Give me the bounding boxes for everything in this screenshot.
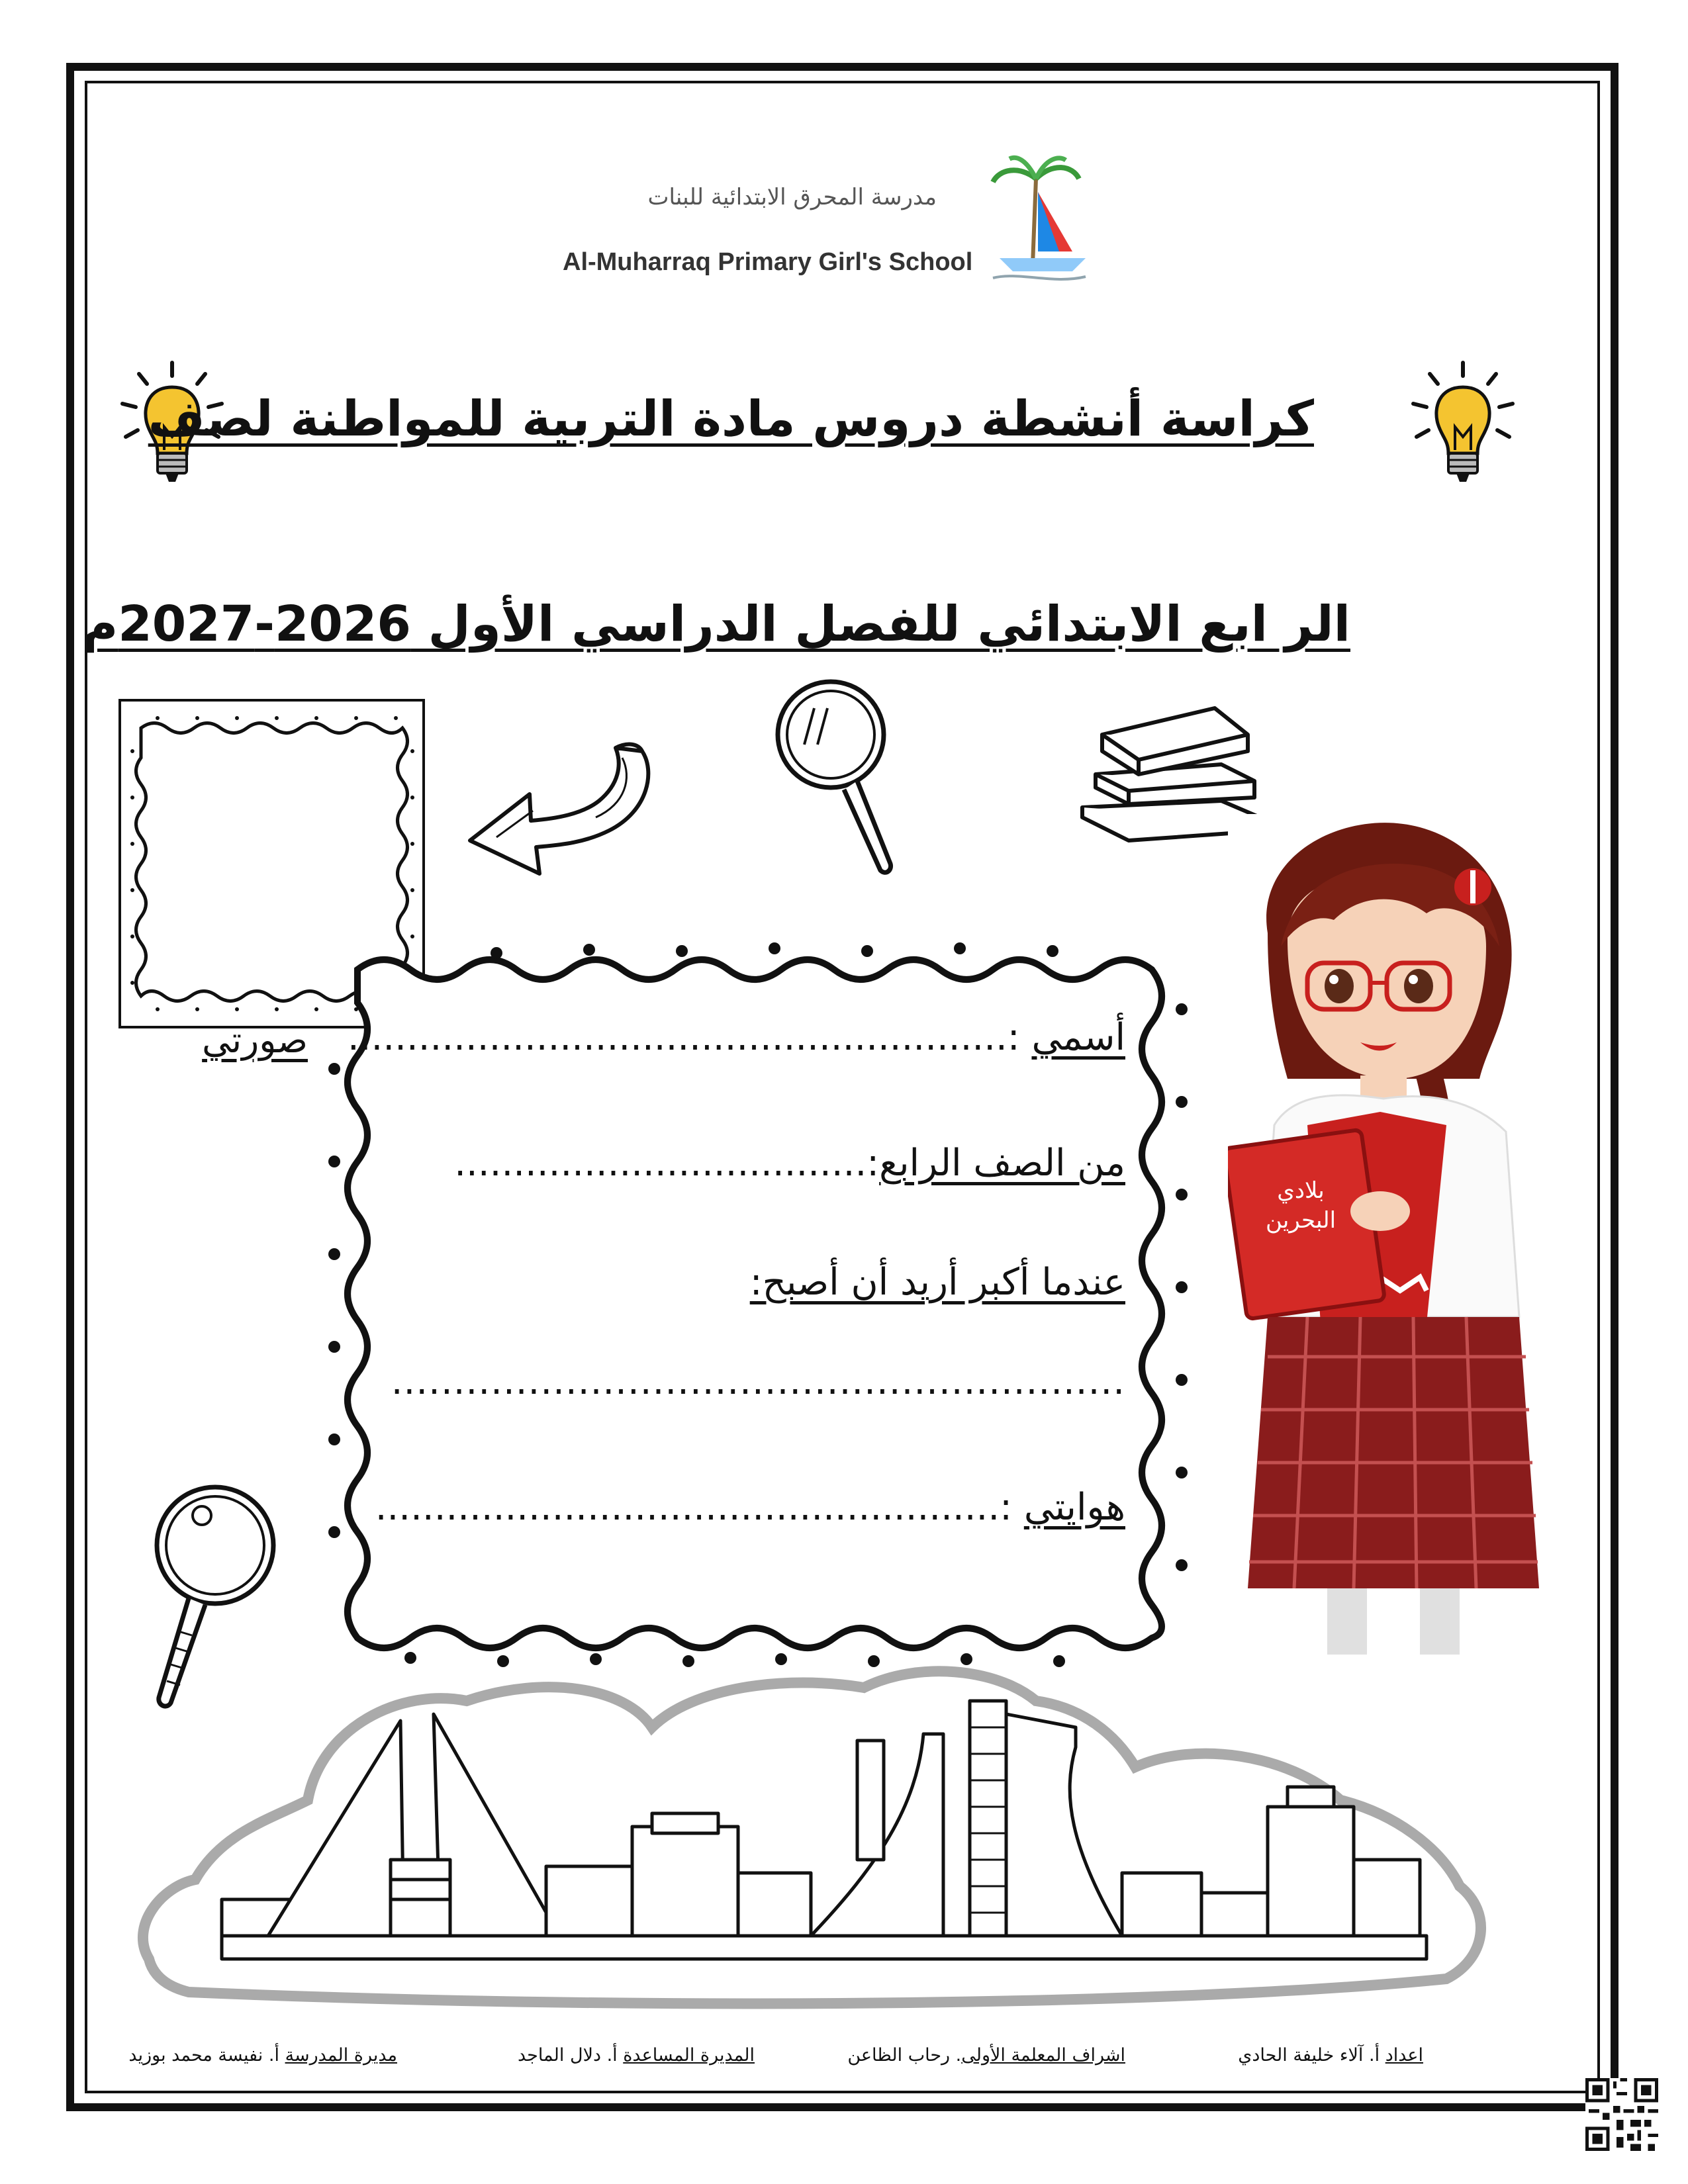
school-name-english: Al-Muharraq Primary Girl's School xyxy=(563,248,973,276)
footer-principal xyxy=(113,2045,397,2066)
photo-label: صورتي xyxy=(202,1019,308,1061)
grade-label: من الصف الرابع xyxy=(879,1142,1125,1185)
future-label: عندما أكبر أريد أن أصبح: xyxy=(749,1261,1125,1304)
footer-prepared-value: أ. آلاء خليفة الحادي xyxy=(1238,2045,1385,2066)
name-dots: ........................................................ xyxy=(347,1016,1008,1059)
hobbies-label: هوايتي xyxy=(1023,1486,1125,1529)
footer-assistant-label: المديرة المساعدة xyxy=(623,2045,755,2066)
city-skyline-illustration xyxy=(122,1648,1499,2019)
footer-principal-value: أ. نفيسة محمد بوزيد xyxy=(128,2045,285,2066)
footer-assistant-value: أ. دلال الماجد xyxy=(517,2045,624,2066)
name-label: أسمي xyxy=(1031,1016,1125,1059)
page-title: كراسة أنشطة دروس مادة التربية للمواطنة لصف xyxy=(148,390,1314,447)
footer-prepared xyxy=(1178,2045,1423,2066)
name-field[interactable] xyxy=(347,1016,1125,1059)
lightbulb-icon xyxy=(1403,357,1523,490)
hobbies-field[interactable] xyxy=(375,1486,1125,1529)
future-field[interactable] xyxy=(391,1360,1125,1403)
future-dots: ........................................................... xyxy=(391,1360,1125,1403)
girl-illustration xyxy=(1228,814,1585,1668)
book-title-line1: بلادي xyxy=(1277,1177,1325,1204)
hobbies-dots: ..................................................... xyxy=(375,1486,1000,1529)
footer-assistant xyxy=(503,2045,755,2066)
footer-supervisor-label: اشراف المعلمة الأولى xyxy=(961,2045,1125,2066)
palm-sail-logo-icon xyxy=(980,152,1092,285)
school-name-arabic: مدرسة المحرق الابتدائية للبنات xyxy=(647,184,937,210)
hobbies-separator: : xyxy=(1000,1486,1024,1529)
arrow-icon xyxy=(457,731,675,903)
grade-dots: ................................... xyxy=(454,1142,867,1185)
page-subtitle: الر ابع الابتدائي للفصل الدراسي الأول 2026-2027م xyxy=(82,596,1350,653)
book-title-line2: البحرين xyxy=(1265,1207,1336,1234)
grade-separator: : xyxy=(867,1142,880,1185)
future-label-row xyxy=(463,1261,1125,1304)
name-separator: : xyxy=(1007,1016,1032,1059)
magnifier-icon xyxy=(768,672,914,890)
qr-code-icon[interactable] xyxy=(1585,2078,1658,2151)
footer-prepared-label: اعداد xyxy=(1385,2045,1423,2066)
footer-principal-label: مديرة المدرسة xyxy=(285,2045,397,2066)
footer-supervisor xyxy=(827,2045,1125,2066)
footer-supervisor-value: . رحاب الظاعن xyxy=(847,2045,962,2066)
grade-field[interactable] xyxy=(454,1142,1125,1185)
